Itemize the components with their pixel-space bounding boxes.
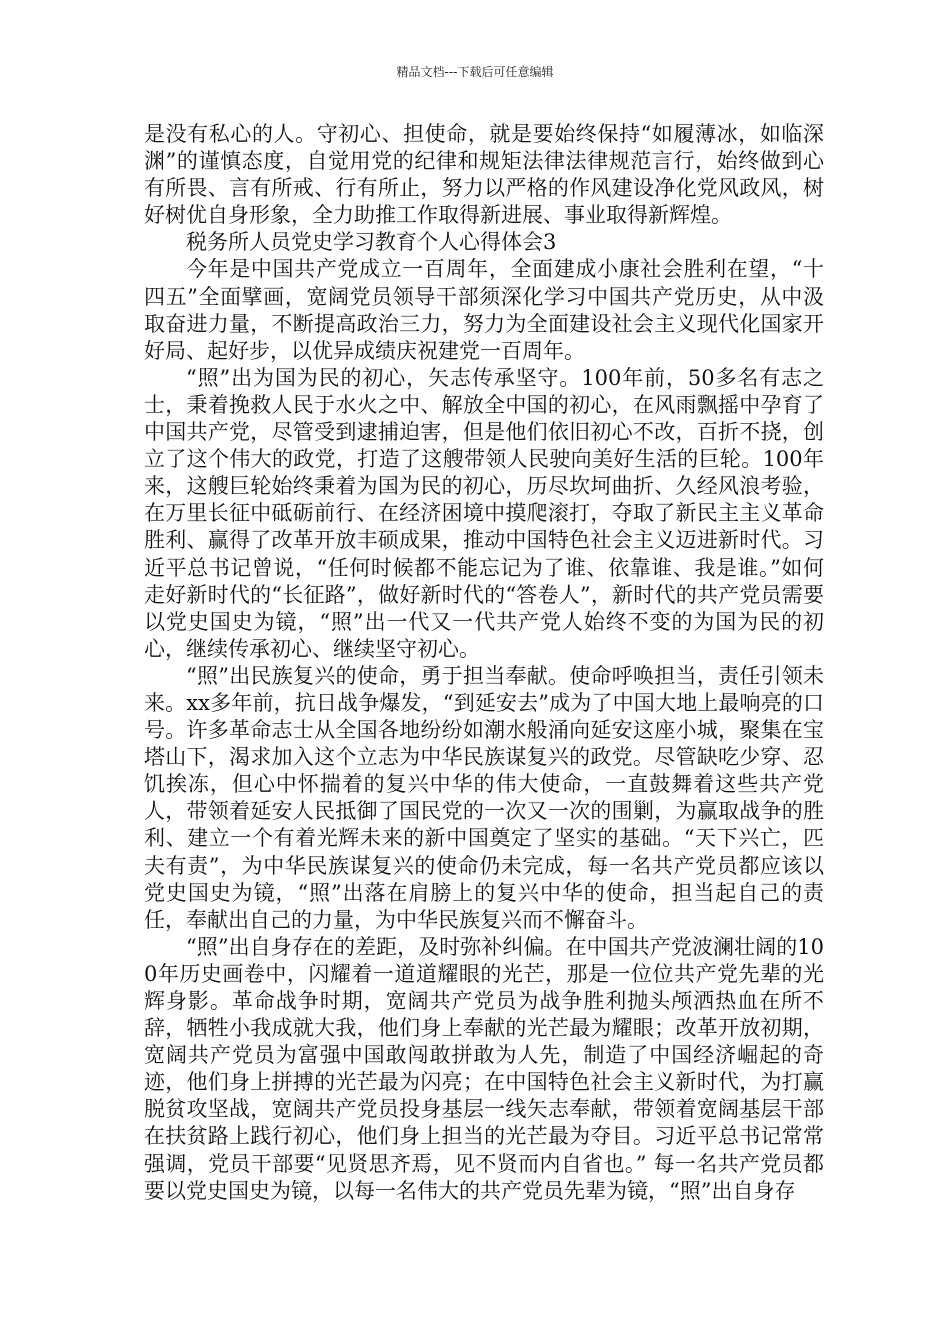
page-header: 精品文档---下载后可任意编辑 <box>396 65 554 79</box>
paragraph-4: “照”出自身存在的差距，及时弥补纠偏。在中国共产党波澜壮阔的100年历史画卷中，闪耀着一道道耀眼的光芒，那是一位位共产党先辈的光辉身影。革命战争时期，宽阔共产党员为战争胜利抛头颅洒热血在所不辞，牺牲小我成就大我，他们身上奉献的光芒最为耀眼；改革开放初期，宽阔共产党员为富强中国敢闯敢拼敢为人先，制造了中国经济崛起的奇迹，他们身上拼搏的光芒最为闪亮；在中国特色社会主义新时代，为打赢脱贫攻坚战，宽阔共产党员投身基层一线矢志奉献，带领着宽阔基层干部在扶贫路上践行初心，他们身上担当的光芒最为夺目。习近平总书记常常强调，党员干部要“见贤思齐焉，见不贤而内自省也。” 每一名共产党员都要以党史国史为镜，以每一名伟大的共产党员先辈为镜，“照”出自身存 <box>144 934 824 1203</box>
document-body <box>144 121 824 1205</box>
paragraph-1: 今年是中国共产党成立一百周年，全面建成小康社会胜利在望，“十四五”全面擘画，宽阔党员领导干部须深化学习中国共产党历史，从中汲取奋进力量，不断提高政治三力，努力为全面建设社会主义现代化国家开好局、起好步，以优异成绩庆祝建党一百周年。 <box>144 257 824 363</box>
paragraph-3: “照”出民族复兴的使命，勇于担当奉献。使命呼唤担当，责任引领未来。xx多年前，抗日战争爆发，“到延安去”成为了中国大地上最响亮的口号。许多革命志士从全国各地纷纷如潮水般涌向延安这座小城，聚集在宝塔山下，渴求加入这个立志为中华民族谋复兴的政党。尽管缺吃少穿、忍饥挨冻，但心中怀揣着的复兴中华的伟大使命，一直鼓舞着这些共产党人，带领着延安人民抵御了国民党的一次又一次的围剿，为赢取战争的胜利、建立一个有着光辉未来的新中国奠定了坚实的基础。“天下兴亡，匹夫有责”，为中华民族谋复兴的使命仍未完成，每一名共产党员都应该以党史国史为镜，“照”出落在肩膀上的复兴中华的使命，担当起自己的责任，奉献出自己的力量，为中华民族复兴而不懈奋斗。 <box>144 663 824 932</box>
section-title: 税务所人员党史学习教育个人心得体会3 <box>186 230 557 255</box>
intro-paragraph: 是没有私心的人。守初心、担使命，就是要始终保持“如履薄冰，如临深渊”的谨慎态度，自觉用党的纪律和规矩法律法律规范言行，始终做到心有所畏、言有所戒、行有所止，努力以严格的作风建设净化党风政风，树好树优自身形象，全力助推工作取得新进展、事业取得新辉煌。 <box>144 122 824 228</box>
paragraph-2: “照”出为国为民的初心，矢志传承坚守。100年前，50多名有志之士，秉着挽救人民于水火之中、解放全中国的初心，在风雨飘摇中孕育了中国共产党，尽管受到逮捕迫害，但是他们依旧初心不改，百折不挠，创立了这个伟大的政党，打造了这艘带领人民驶向美好生活的巨轮。100年来，这艘巨轮始终秉着为国为民的初心，历尽坎坷曲折、久经风浪考验，在万里长征中砥砺前行、在经济困境中摸爬滚打，夺取了新民主主义革命胜利、赢得了改革开放丰硕成果，推动中国特色社会主义迈进新时代。习近平总书记曾说，“任何时候都不能忘记为了谁、依靠谁、我是谁。”如何走好新时代的“长征路”，做好新时代的“答卷人”，新时代的共产党员需要以党史国史为镜，“照”出一代又一代共产党人始终不变的为国为民的初心，继续传承初心、继续坚守初心。 <box>144 365 824 661</box>
